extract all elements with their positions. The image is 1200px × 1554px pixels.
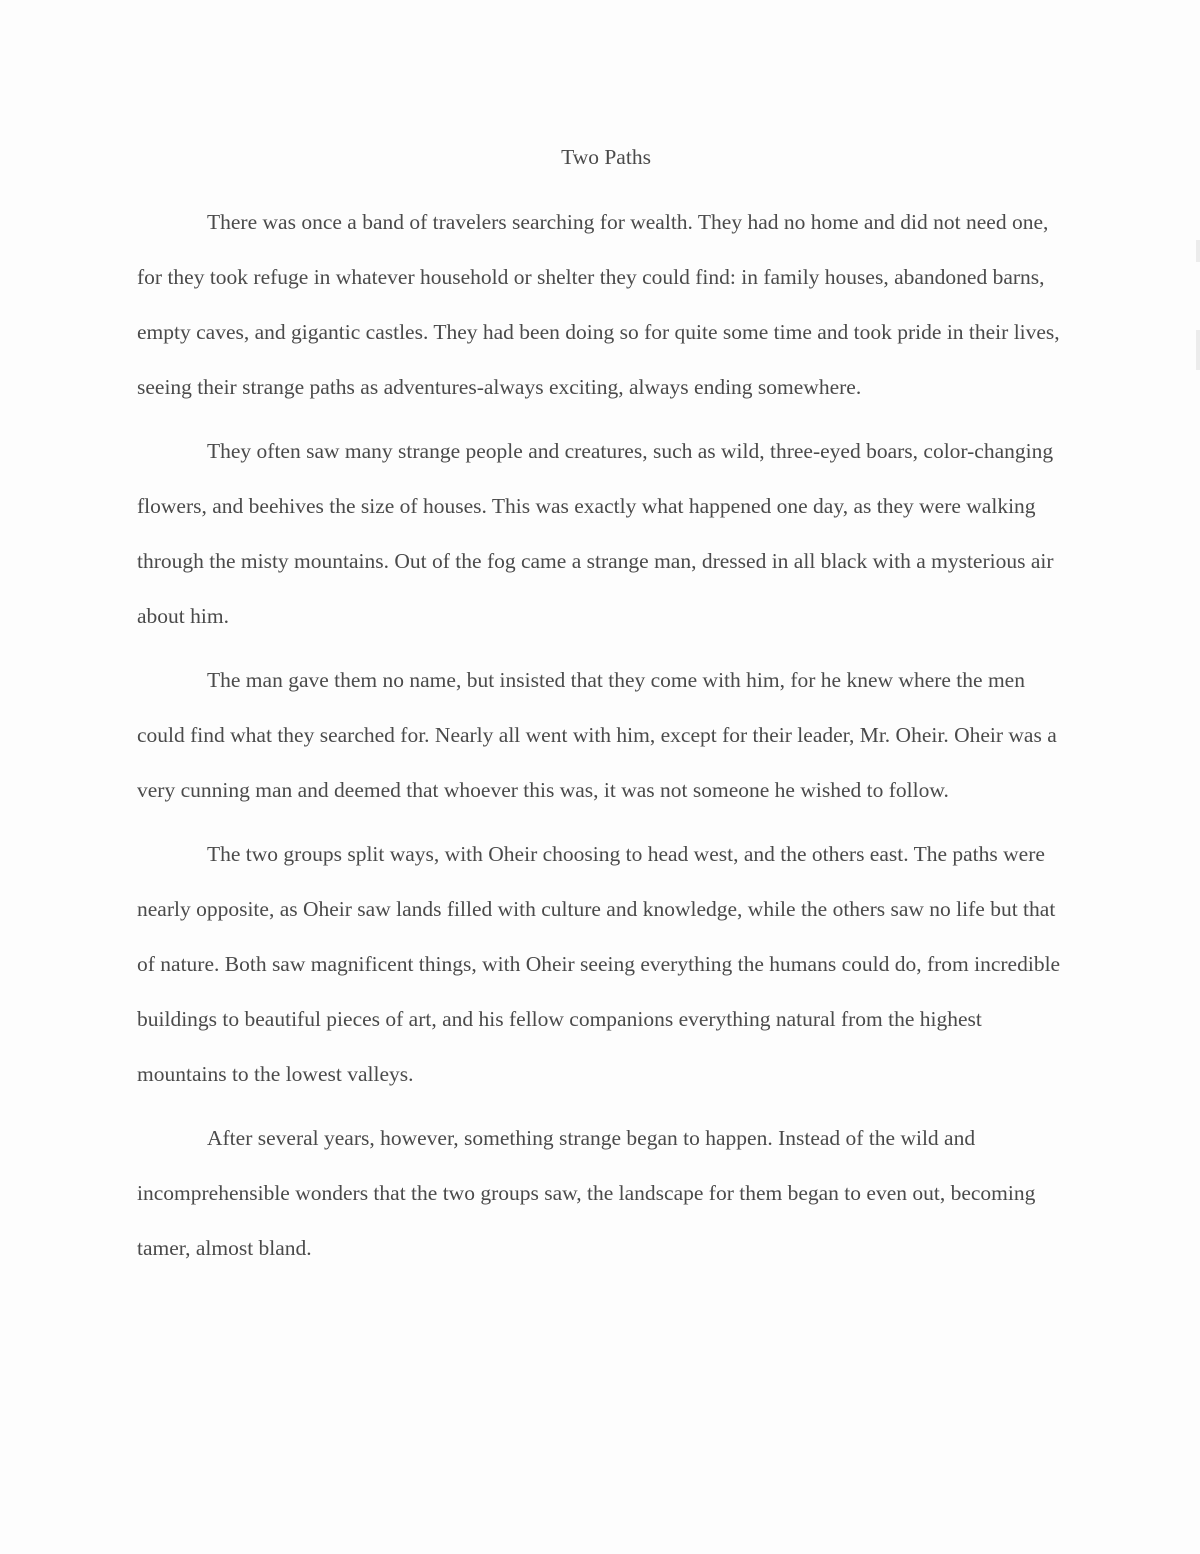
paragraph-2: They often saw many strange people and creatures, such as wild, three-eyed boars, color-changing flowers, and beehives the size of houses. This was exactly what happened one day, as they were walking through the misty mountains. Out of the fog came a strange man, dressed in all black with a mysterious air about him. xyxy=(137,439,1054,628)
document-body xyxy=(137,140,1065,1285)
paragraph-4: The two groups split ways, with Oheir choosing to head west, and the others east. The paths were nearly opposite, as Oheir saw lands filled with culture and knowledge, while the others saw no life but that of nature. Both saw magnificent things, with Oheir seeing everything the humans could do, from incredible buildings to beautiful pieces of art, and his fellow companions everything natural from the highest mountains to the lowest valleys. xyxy=(137,842,1061,1086)
paragraph-3: The man gave them no name, but insisted that they come with him, for he knew where the men could find what they searched for. Nearly all went with him, except for their leader, Mr. Oheir. Oheir was a very cunning man and deemed that whoever this was, it was not someone he wished to follow. xyxy=(137,668,1057,802)
scan-edge-mark xyxy=(1196,240,1200,262)
paragraph-1: There was once a band of travelers searching for wealth. They had no home and did not need one, for they took refuge in whatever household or shelter they could find: in family houses, abandoned barns, empty caves, and gigantic castles. They had been doing so for quite some time and took pride in their lives, seeing their strange paths as adventures-always exciting, always ending somewhere. xyxy=(137,210,1060,399)
scan-edge-mark xyxy=(1196,330,1200,370)
paragraph-5: After several years, however, something strange began to happen. Instead of the wild and incomprehensible wonders that the two groups saw, the landscape for them began to even out, becoming tamer, almost bland. xyxy=(137,1126,1036,1260)
document-title: Two Paths xyxy=(561,145,651,169)
